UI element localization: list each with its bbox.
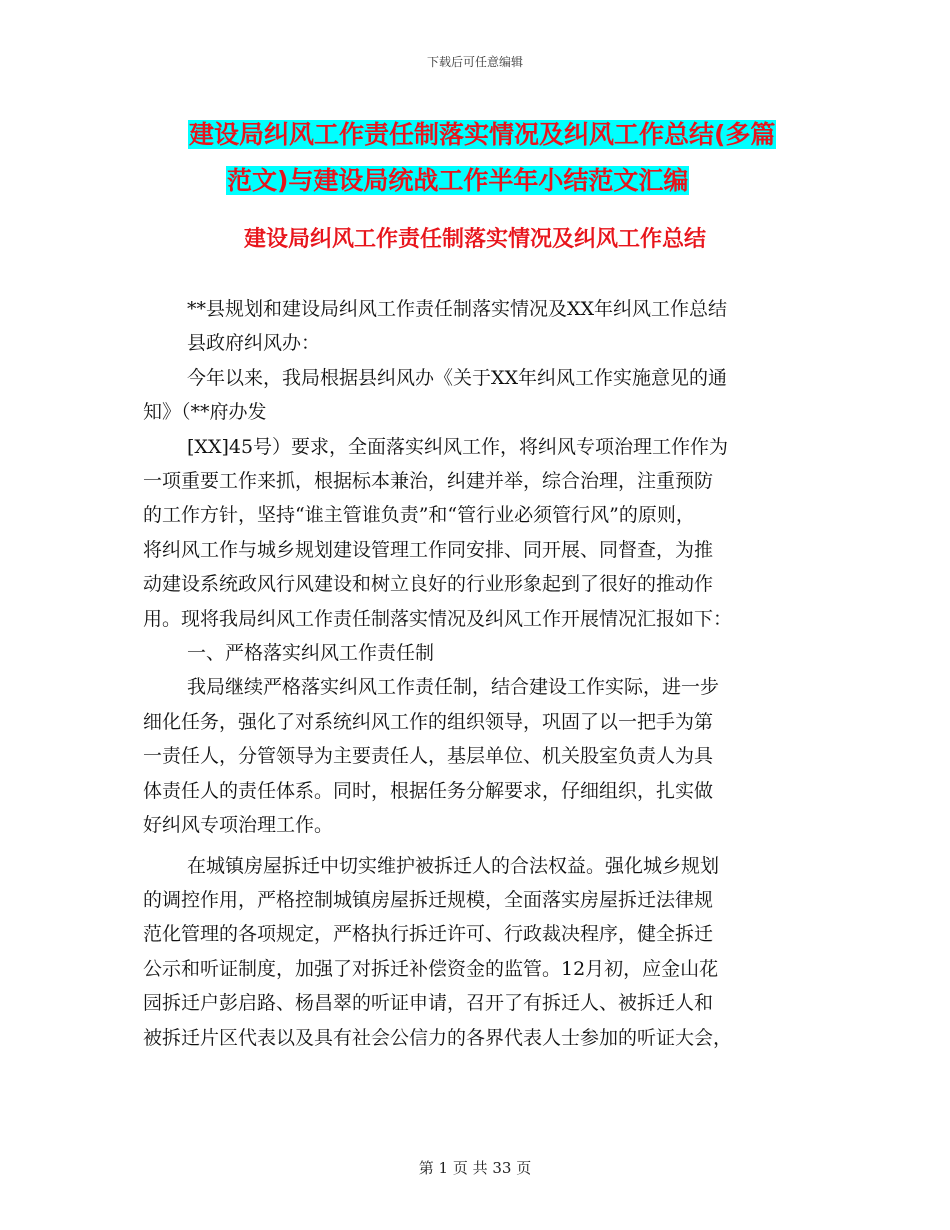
body-line: 知》（**府办发 <box>143 401 267 424</box>
header-note: 下载后可任意编辑 <box>426 55 523 69</box>
body-line: 园拆迁户彭启路、杨昌翠的听证申请，召开了有拆迁人、被拆迁人和 <box>143 992 714 1015</box>
title-line-1-text: 建设局纠风工作责任制落实情况及纠风工作总结(多篇 <box>189 120 776 149</box>
body-line: 的调控作用，严格控制城镇房屋拆迁规模，全面落实房屋拆迁法律规 <box>143 888 714 911</box>
body-line: 好纠风专项治理工作。 <box>143 814 334 837</box>
body-line: 将纠风工作与城乡规划建设管理工作同安排、同开展、同督查，为推 <box>143 538 714 561</box>
body-line: 动建设系统政风行风建设和树立良好的行业形象起到了很好的推动作 <box>143 573 714 596</box>
body-line: **县规划和建设局纠风工作责任制落实情况及XX年纠风工作总结 <box>187 298 728 320</box>
body-line: 我局继续严格落实纠风工作责任制，结合建设工作实际，进一步 <box>187 676 720 699</box>
body-line: 一责任人，分管领导为主要责任人，基层单位、机关股室负责人为具 <box>143 745 714 768</box>
body-line: 用。现将我局纠风工作责任制落实情况及纠风工作开展情况汇报如下： <box>143 607 733 630</box>
body-text <box>143 292 815 1055</box>
body-line: [XX]45号）要求，全面落实纠风工作，将纠风专项治理工作作为 <box>187 435 729 458</box>
section-title: 建设局纠风工作责任制落实情况及纠风工作总结 <box>243 227 706 252</box>
title-line-2 <box>130 158 830 204</box>
document-title <box>130 112 830 204</box>
body-line: 一项重要工作来抓，根据标本兼治，纠建并举，综合治理，注重预防 <box>143 470 714 493</box>
body-line: 范化管理的各项规定，严格执行拆迁许可、行政裁决程序，健全拆迁 <box>143 923 714 946</box>
body-line: 的工作方针，坚持“谁主管谁负责”和“管行业必须管行风”的原则， <box>143 504 695 527</box>
body-line: 公示和听证制度，加强了对拆迁补偿资金的监管。12月初，应金山花 <box>143 957 719 980</box>
body-line: 县政府纠风办： <box>187 332 321 355</box>
body-line: 体责任人的责任体系。同时，根据任务分解要求，仔细组织，扎实做 <box>143 779 714 802</box>
title-line-2-text: 范文)与建设局统战工作半年小结范文汇编 <box>227 166 689 195</box>
body-line: 在城镇房屋拆迁中切实维护被拆迁人的合法权益。强化城乡规划 <box>187 854 720 877</box>
page-number-footer: 第 1 页 共 33 页 <box>418 1159 532 1177</box>
body-line: 细化任务，强化了对系统纠风工作的组织领导，巩固了以一把手为第 <box>143 710 714 733</box>
section-heading: 一、严格落实纠风工作责任制 <box>187 642 435 665</box>
title-line-1 <box>130 112 830 158</box>
body-line: 被拆迁片区代表以及具有社会公信力的各界代表人士参加的听证大会， <box>143 1026 733 1049</box>
body-line: 今年以来，我局根据县纠风办《关于XX年纠风工作实施意见的通 <box>187 366 728 389</box>
